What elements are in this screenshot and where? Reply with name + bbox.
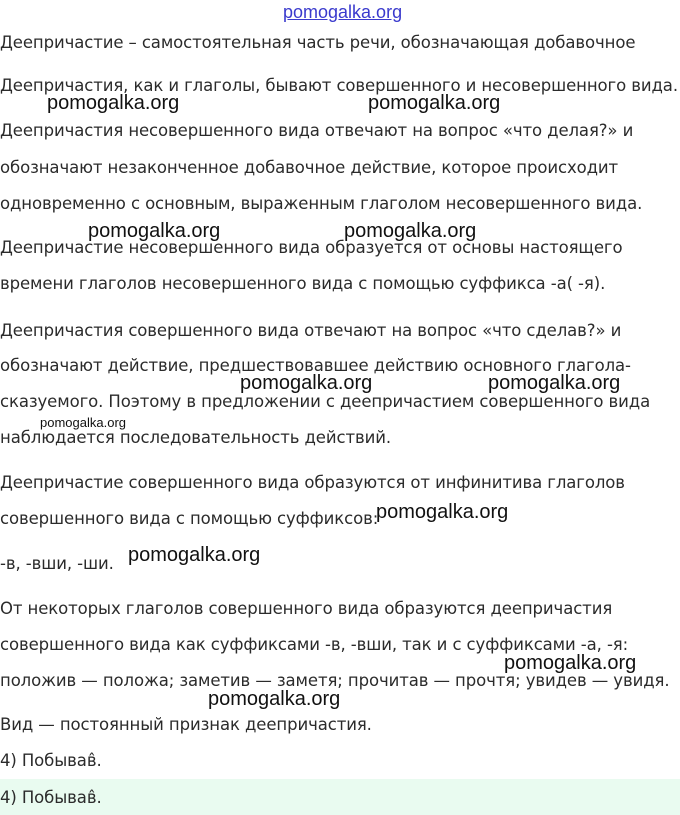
text-line: Вид — постоянный признак деепричастия. bbox=[0, 715, 372, 734]
text-line: -в, -вши, -ши. bbox=[0, 554, 114, 573]
site-link[interactable]: pomogalka.org bbox=[283, 2, 403, 22]
text-line: Деепричастие – самостоятельная часть речи, обозначающая добавочное bbox=[0, 33, 636, 52]
text-line: Деепричастия несовершенного вида отвечают на вопрос «что делая?» и bbox=[0, 121, 634, 140]
text-line: обозначают незаконченное добавочное действие, которое происходит bbox=[0, 158, 619, 177]
watermark: pomogalka.org bbox=[344, 220, 477, 242]
watermark: pomogalka.org bbox=[488, 372, 621, 394]
watermark: pomogalka.org bbox=[376, 501, 509, 523]
text-line: времени глаголов несовершенного вида с помощью суффикса -а( -я). bbox=[0, 274, 606, 293]
text-line: совершенного вида как суффиксами -в, -вши, так и с суффиксами -а, -я: bbox=[0, 635, 629, 654]
watermark: pomogalka.org bbox=[40, 415, 126, 430]
text-line: Деепричастия совершенного вида отвечают на вопрос «что сделав?» и bbox=[0, 321, 622, 340]
text-line: Деепричастие совершенного вида образуются от инфинитива глаголов bbox=[0, 473, 625, 492]
text-line: совершенного вида с помощью суффиксов: bbox=[0, 509, 379, 528]
text-line: Деепричастия, как и глаголы, бывают совершенного и несовершенного вида. bbox=[0, 76, 678, 95]
text-line: положив — положа; заметив — заметя; прочитав — прочтя; увидев — увидя. bbox=[0, 671, 670, 690]
watermark: pomogalka.org bbox=[208, 688, 341, 710]
text-line: Деепричастие несовершенного вида образуется от основы настоящего bbox=[0, 238, 623, 257]
watermark: pomogalka.org bbox=[240, 372, 373, 394]
text-line: обозначают действие, предшествовавшее действию основного глагола- bbox=[0, 356, 631, 375]
text-line: сказуемого. Поэтому в предложении с деепричастием совершенного вида bbox=[0, 392, 651, 411]
watermark: pomogalka.org bbox=[128, 544, 261, 566]
answer-highlight bbox=[0, 779, 680, 815]
answer-line-highlighted: 4) Побывав̂. bbox=[0, 788, 102, 807]
text-line: одновременно с основным, выраженным глаголом несовершенного вида. bbox=[0, 194, 643, 213]
text-line: наблюдается последовательность действий. bbox=[0, 428, 391, 447]
watermark: pomogalka.org bbox=[368, 92, 501, 114]
watermark: pomogalka.org bbox=[88, 220, 221, 242]
watermark: pomogalka.org bbox=[47, 92, 180, 114]
watermark: pomogalka.org bbox=[504, 652, 637, 674]
text-line: От некоторых глаголов совершенного вида образуются деепричастия bbox=[0, 599, 613, 618]
answer-line: 4) Побывав̂. bbox=[0, 751, 102, 770]
